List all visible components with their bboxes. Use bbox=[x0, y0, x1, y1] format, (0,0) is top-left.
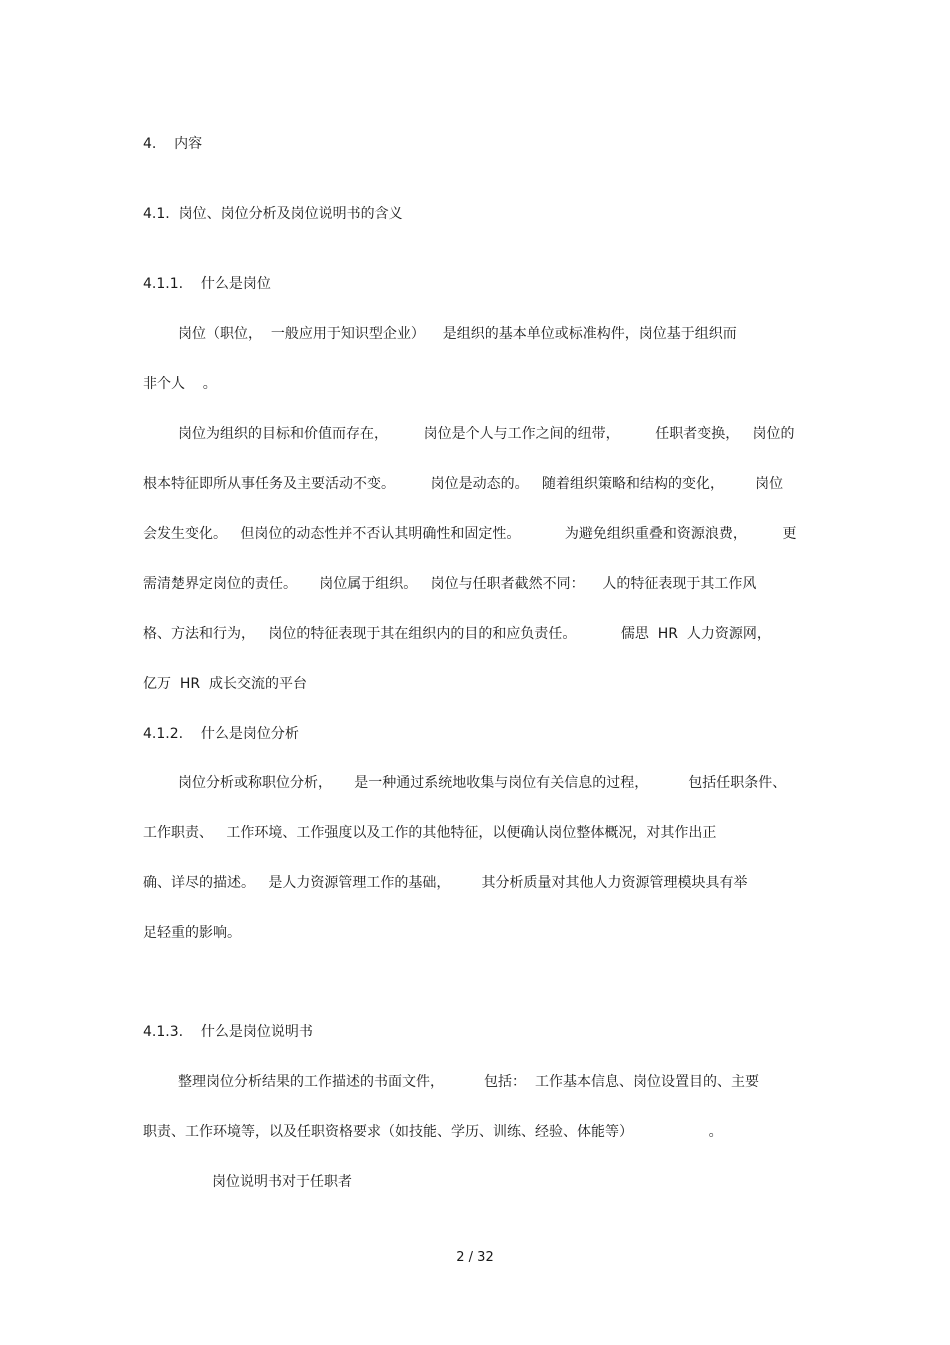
section-heading-4-1-3: 4.1.3. 什么是岗位说明书 bbox=[143, 1024, 313, 1040]
section-heading-4: 4. 内容 bbox=[143, 136, 203, 152]
paragraph-line: 岗位为组织的目标和价值而存在， 岗位是个人与工作之间的纽带， 任职者变换， 岗位的 bbox=[178, 426, 795, 442]
section-heading-4-1-2: 4.1.2. 什么是岗位分析 bbox=[143, 726, 299, 742]
paragraph-line: 整理岗位分析结果的工作描述的书面文件， 包括： 工作基本信息、岗位设置目的、主要 bbox=[178, 1074, 759, 1090]
paragraph-line: 亿万 HR 成长交流的平台 bbox=[143, 676, 308, 692]
paragraph-line: 非个人 。 bbox=[143, 376, 217, 392]
paragraph-line: 格、方法和行为， 岗位的特征表现于其在组织内的目的和应负责任。 儒思 HR 人力资源网， bbox=[143, 626, 771, 642]
paragraph-line: 确、详尽的描述。 是人力资源管理工作的基础， 其分析质量对其他人力资源管理模块具有举 bbox=[143, 875, 748, 891]
paragraph-line: 工作职责、 工作环境、工作强度以及工作的其他特征，以便确认岗位整体概况，对其作出正 bbox=[143, 825, 717, 841]
paragraph-line: 岗位分析或称职位分析， 是一种通过系统地收集与岗位有关信息的过程， 包括任职条件、 bbox=[178, 775, 787, 791]
section-heading-4-1: 4.1. 岗位、岗位分析及岗位说明书的含义 bbox=[143, 206, 403, 222]
paragraph-line: 岗位说明书对于任职者 bbox=[212, 1174, 352, 1190]
paragraph-line: 足轻重的影响。 bbox=[143, 925, 241, 941]
paragraph-line: 需清楚界定岗位的责任。 岗位属于组织。 岗位与任职者截然不同： 人的特征表现于其工作风 bbox=[143, 576, 757, 592]
section-heading-4-1-1: 4.1.1. 什么是岗位 bbox=[143, 276, 271, 292]
paragraph-line: 职责、工作环境等，以及任职资格要求（如技能、学历、训练、经验、体能等） 。 bbox=[143, 1124, 723, 1140]
page-number: 2 / 32 bbox=[456, 1250, 494, 1265]
paragraph-line: 根本特征即所从事任务及主要活动不变。 岗位是动态的。 随着组织策略和结构的变化， 岗位 bbox=[143, 476, 784, 492]
paragraph-line: 岗位（职位， 一般应用于知识型企业） 是组织的基本单位或标准构件，岗位基于组织而 bbox=[178, 326, 737, 342]
paragraph-line: 会发生变化。 但岗位的动态性并不否认其明确性和固定性。 为避免组织重叠和资源浪费， 更 bbox=[143, 526, 797, 542]
